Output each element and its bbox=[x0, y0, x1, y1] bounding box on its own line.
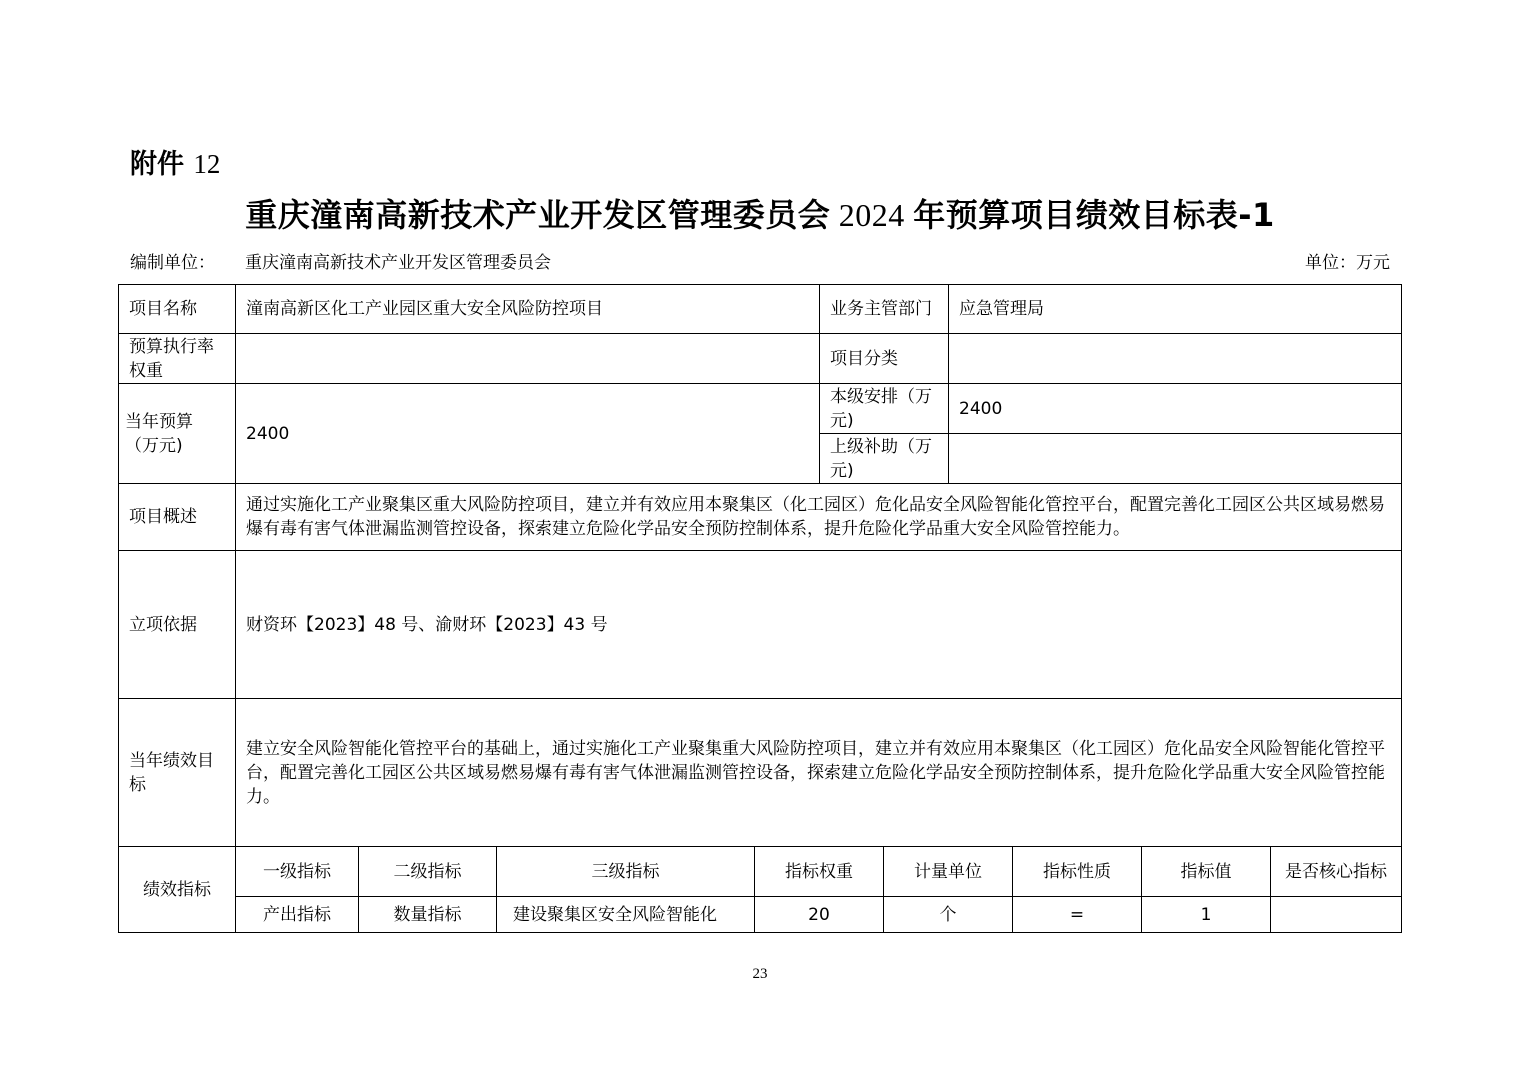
budget-value: 2400 bbox=[235, 383, 820, 484]
perf-cell: 数量指标 bbox=[358, 896, 497, 933]
perf-header: 指标性质 bbox=[1012, 846, 1142, 897]
page-title: 重庆潼南高新技术产业开发区管理委员会 2024 年预算项目绩效目标表-1 bbox=[245, 196, 1275, 234]
compiler-line bbox=[130, 248, 551, 273]
category-label: 项目分类 bbox=[819, 333, 949, 384]
perf-cell: 建设聚集区安全风险智能化 bbox=[496, 896, 755, 933]
perf-header: 一级指标 bbox=[235, 846, 359, 897]
basis-value: 财资环【2023】48 号、渝财环【2023】43 号 bbox=[235, 550, 1402, 699]
project-name-value: 潼南高新区化工产业园区重大安全风险防控项目 bbox=[235, 284, 820, 334]
perf-header: 三级指标 bbox=[496, 846, 755, 897]
overview-label: 项目概述 bbox=[118, 483, 236, 551]
dept-value: 应急管理局 bbox=[948, 284, 1402, 334]
perf-cell: 产出指标 bbox=[235, 896, 359, 933]
perf-label: 绩效指标 bbox=[118, 846, 236, 933]
perf-cell: 1 bbox=[1141, 896, 1271, 933]
compiler-value: 重庆潼南高新技术产业开发区管理委员会 bbox=[245, 253, 551, 273]
compiler-label: 编制单位： bbox=[130, 253, 215, 273]
dept-label: 业务主管部门 bbox=[819, 284, 949, 334]
perf-cell bbox=[1270, 896, 1402, 933]
project-name-label: 项目名称 bbox=[118, 284, 236, 334]
perf-cell: = bbox=[1012, 896, 1142, 933]
perf-header: 是否核心指标 bbox=[1270, 846, 1402, 897]
local-value: 2400 bbox=[948, 383, 1402, 434]
exec-rate-value bbox=[235, 333, 820, 384]
category-value bbox=[948, 333, 1402, 384]
attachment-label: 附件 12 bbox=[130, 149, 221, 180]
subsidy-value bbox=[948, 433, 1402, 484]
perf-header: 指标权重 bbox=[754, 846, 884, 897]
goal-label: 当年绩效目标 bbox=[118, 698, 236, 847]
perf-header: 二级指标 bbox=[358, 846, 497, 897]
unit-label: 单位：万元 bbox=[1305, 253, 1390, 273]
subsidy-label: 上级补助（万元) bbox=[819, 433, 949, 484]
budget-label: 当年预算（万元) bbox=[118, 383, 236, 484]
goal-value: 建立安全风险智能化管控平台的基础上，通过实施化工产业聚集重大风险防控项目，建立并有效应用本聚集区（化工园区）危化品安全风险智能化管控平台，配置完善化工园区公共区域易燃易爆有毒有害气体泄漏监测管控设备，探索建立危险化学品安全预防控制体系，提升危险化学品重大安全风险管控能力。 bbox=[235, 698, 1402, 847]
local-label: 本级安排（万元) bbox=[819, 383, 949, 434]
basis-label: 立项依据 bbox=[118, 550, 236, 699]
perf-cell: 20 bbox=[754, 896, 884, 933]
overview-value: 通过实施化工产业聚集区重大风险防控项目，建立并有效应用本聚集区（化工园区）危化品安全风险智能化管控平台，配置完善化工园区公共区域易燃易爆有毒有害气体泄漏监测管控设备，探索建立危险化学品安全预防控制体系，提升危险化学品重大安全风险管控能力。 bbox=[235, 483, 1402, 551]
perf-cell: 个 bbox=[883, 896, 1013, 933]
page-number: 23 bbox=[752, 966, 768, 982]
perf-header: 计量单位 bbox=[883, 846, 1013, 897]
perf-header: 指标值 bbox=[1141, 846, 1271, 897]
exec-rate-label: 预算执行率权重 bbox=[118, 333, 236, 384]
